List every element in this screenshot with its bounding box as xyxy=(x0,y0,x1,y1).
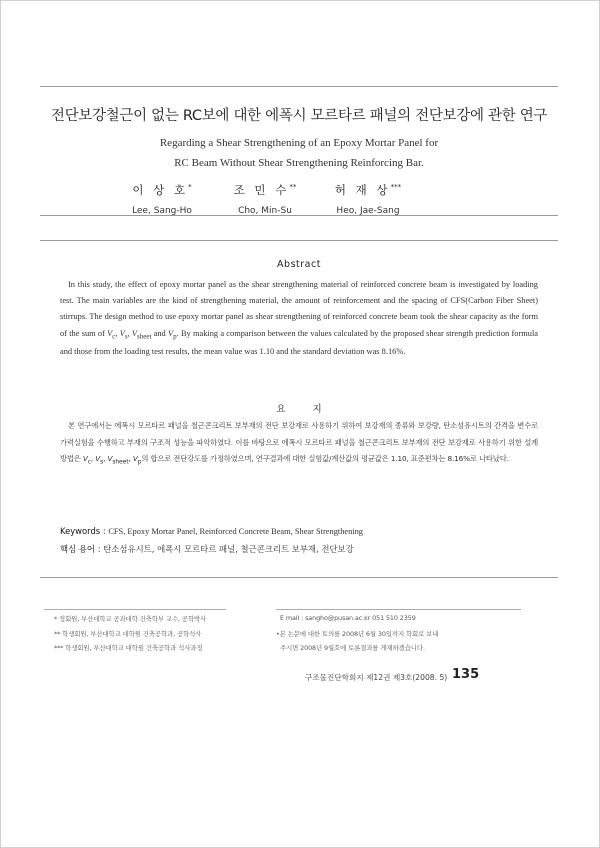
title-english-line-1: Regarding a Shear Strengthening of an Epoxy Mortar Panel for xyxy=(159,137,439,149)
footnote-author-2: ** 학생회원, 부산대학교 대학원 건축공학과, 공학석사 xyxy=(54,630,202,638)
page-number: 135 xyxy=(452,667,480,682)
author-1-mark: * xyxy=(188,183,192,192)
keywords-english-label: Keywords xyxy=(60,526,101,536)
author-3-english-name: Heo, Jae-Sang xyxy=(336,206,400,216)
author-1-english-name: Lee, Sang-Ho xyxy=(132,206,192,216)
keywords-korean: 핵심 용어 : 탄소섬유시트, 에폭시 모르타르 패널, 철근콘크리트 보부재, 전단보강 xyxy=(60,544,354,554)
keywords-korean-label: 핵심 용어 xyxy=(60,544,96,554)
author-1-korean-name: 이 상 호* xyxy=(132,183,192,197)
footnote-rule-left xyxy=(44,609,226,610)
author-2-mark: ** xyxy=(289,183,297,192)
author-2-korean-name: 조 민 수** xyxy=(233,183,297,197)
footnote-author-1: * 정회원, 부산대학교 공과대학 건축학부 교수, 공학박사 xyxy=(54,615,207,623)
yoji-text: 본 연구에서는 에폭시 모르타르 패널을 철근콘크리트 보부재의 전단 보강재로 사용하기 위하여 보강재의 종류와 보강량, 탄소섬유시트의 간격을 변수로 가력실험을 수행하고 부재의 구조적 성능을 파악하였다. 이를 바탕으로 에폭시 모르타르 패널을 철근콘크리트 보부재의 전단 보강재로 사용하기 위한 설계 방법은 $V_c$, $V_s$, $V_{sheet}$, $V_p$의 합으로 전단강도를 가정하였으며, 연구결과에 대한 실험값/계산값의 평균값은 1.10, 표준편차는 8.16%로 나타났다. xyxy=(60,421,538,466)
author-3-korean-name: 허 재 상*** xyxy=(334,183,402,197)
footnote-email: E mail : sangho@pusan.ac.kr 051 510 2359 xyxy=(280,614,416,622)
footnote-rule-right xyxy=(276,609,521,610)
keywords-korean-values: 탄소섬유시트, 에폭시 모르타르 패널, 철근콘크리트 보부재, 전단보강 xyxy=(103,544,354,554)
author-3-mark: *** xyxy=(390,183,402,192)
author-3 xyxy=(303,182,433,216)
footnote-discussion-2: 주시면 2008년 9월호에 토론결과를 게재하겠습니다. xyxy=(280,644,425,652)
abstract-text: In this study, the effect of epoxy mortar panel as the shear strengthening material of reinforced concrete beam is investigated by loading test. The main variables are the kind of strengthening material, the amount of reinforcement and the spacing of CFS(Carbon Fiber Sheet) stirrups. The design method to use epoxy mortar panel as shear strengthening of reinforced concrete beam took the shear capacity as the form of the sum of $V_c$, $V_s$, $V_{sheet}$ and $V_p$. By making a comparison between the values calculated by the proposed shear strength prediction formula and those from the loading test results, the mean value was 1.10 and the standard deviation was 8.16%. xyxy=(60,280,538,357)
yoji-heading: 요 지 xyxy=(276,404,334,415)
footnote-author-3: *** 학생회원, 부산대학교 대학원 건축공학과 석사과정 xyxy=(54,644,203,652)
author-2-english-name: Cho, Min-Su xyxy=(238,206,292,216)
footnote-discussion-1: •본 논문에 대한 토의를 2008년 6월 30일까지 학회로 보내 xyxy=(276,630,439,638)
keywords-english-values: CFS, Epoxy Mortar Panel, Reinforced Concrete Beam, Shear Strengthening xyxy=(108,527,363,536)
keywords-english: Keywords : CFS, Epoxy Mortar Panel, Reinforced Concrete Beam, Shear Strengthening xyxy=(60,526,363,536)
journal-citation: 구조물진단학회지 제12권 제3호(2008. 5) xyxy=(305,673,448,682)
title-korean: 전단보강철근이 없는 RC보에 대한 에폭시 모르타르 패널의 전단보강에 관한 연구 xyxy=(50,108,548,124)
abstract-heading: Abstract xyxy=(277,259,321,270)
title-english-line-2: RC Beam Without Shear Strengthening Reinforcing Bar. xyxy=(174,157,424,169)
